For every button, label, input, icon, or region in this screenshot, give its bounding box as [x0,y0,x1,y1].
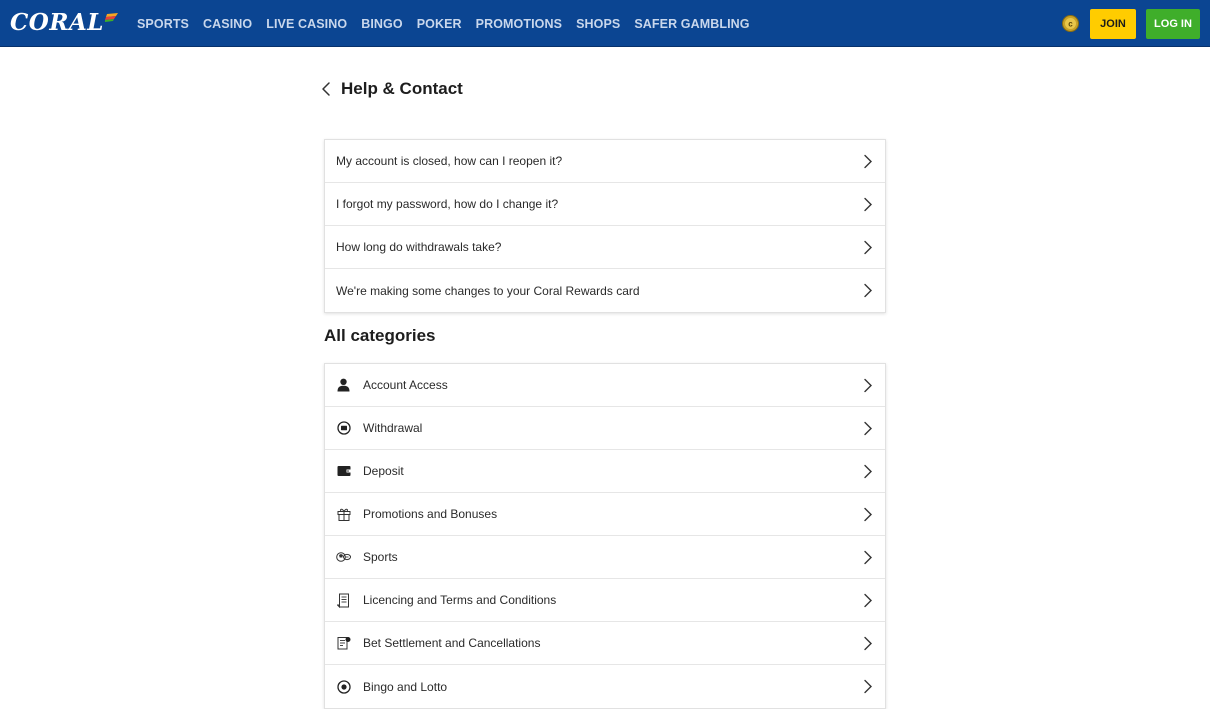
nav-safer-gambling[interactable]: SAFER GAMBLING [634,16,750,31]
category-account-access[interactable] [325,364,885,407]
nav-promotions[interactable]: PROMOTIONS [475,16,563,31]
chevron-right-icon [863,240,873,255]
chevron-right-icon [863,378,873,393]
category-sports[interactable] [325,536,885,579]
chevron-right-icon [863,550,873,565]
categories-list [324,363,886,709]
page-header [320,76,463,102]
wallet-icon [336,464,351,479]
categories-heading: All categories [324,326,436,345]
category-bet-settlement[interactable] [325,622,885,665]
person-icon [336,378,351,393]
faq-label: We're making some changes to your Coral Rewards card [336,283,640,298]
faq-item[interactable] [325,140,885,183]
faq-label: My account is closed, how can I reopen it? [336,154,563,168]
gift-icon [336,507,351,522]
category-promotions-bonuses[interactable] [325,493,885,536]
category-label: Account Access [363,378,448,392]
svg-text:c: c [1068,19,1073,29]
nav-sports[interactable]: SPORTS [137,16,189,31]
category-label: Bingo and Lotto [363,679,448,694]
category-deposit[interactable] [325,450,885,493]
nav-bingo[interactable]: BINGO [361,16,403,31]
chevron-right-icon [863,636,873,651]
faq-label: I forgot my password, how do I change it? [336,197,559,211]
category-licencing-terms[interactable] [325,579,885,622]
chevron-right-icon [863,283,873,298]
category-label: Withdrawal [363,421,423,435]
join-button[interactable]: JOIN [1090,9,1136,39]
category-withdrawal[interactable] [325,407,885,450]
top-navigation-bar [0,0,1210,47]
chevron-right-icon [863,679,873,694]
sports-icon [336,550,351,565]
faq-item[interactable] [325,226,885,269]
withdrawal-icon [336,421,351,436]
chevron-right-icon [863,507,873,522]
chevron-right-icon [863,421,873,436]
faq-item[interactable] [325,269,885,312]
bingo-icon [336,679,351,694]
chevron-right-icon [863,154,873,169]
chevron-right-icon [863,464,873,479]
coin-icon[interactable] [1062,15,1079,32]
login-button[interactable]: LOG IN [1146,9,1200,39]
coral-logo[interactable] [10,9,119,39]
category-label: Deposit [363,464,404,478]
category-label: Bet Settlement and Cancellations [363,636,541,650]
back-chevron-icon[interactable] [320,80,334,98]
category-bingo-lotto[interactable] [325,665,885,708]
category-label: Promotions and Bonuses [363,507,498,521]
faq-item[interactable] [325,183,885,226]
main-nav [137,0,764,47]
logo-flag-icon [105,13,119,23]
category-label: Sports [363,550,398,564]
nav-shops[interactable]: SHOPS [576,16,621,31]
nav-casino[interactable]: CASINO [203,16,253,31]
logo-text: CORAL [10,9,104,36]
nav-live-casino[interactable]: LIVE CASINO [266,16,348,31]
chevron-right-icon [863,197,873,212]
chevron-right-icon [863,593,873,608]
faq-label: How long do withdrawals take? [336,240,502,254]
top-questions-list [324,139,886,313]
category-label: Licencing and Terms and Conditions [363,593,557,607]
page-title: Help & Contact [341,79,463,98]
nav-poker[interactable]: POKER [416,16,462,31]
betslip-icon [336,636,351,651]
document-icon [336,593,351,608]
